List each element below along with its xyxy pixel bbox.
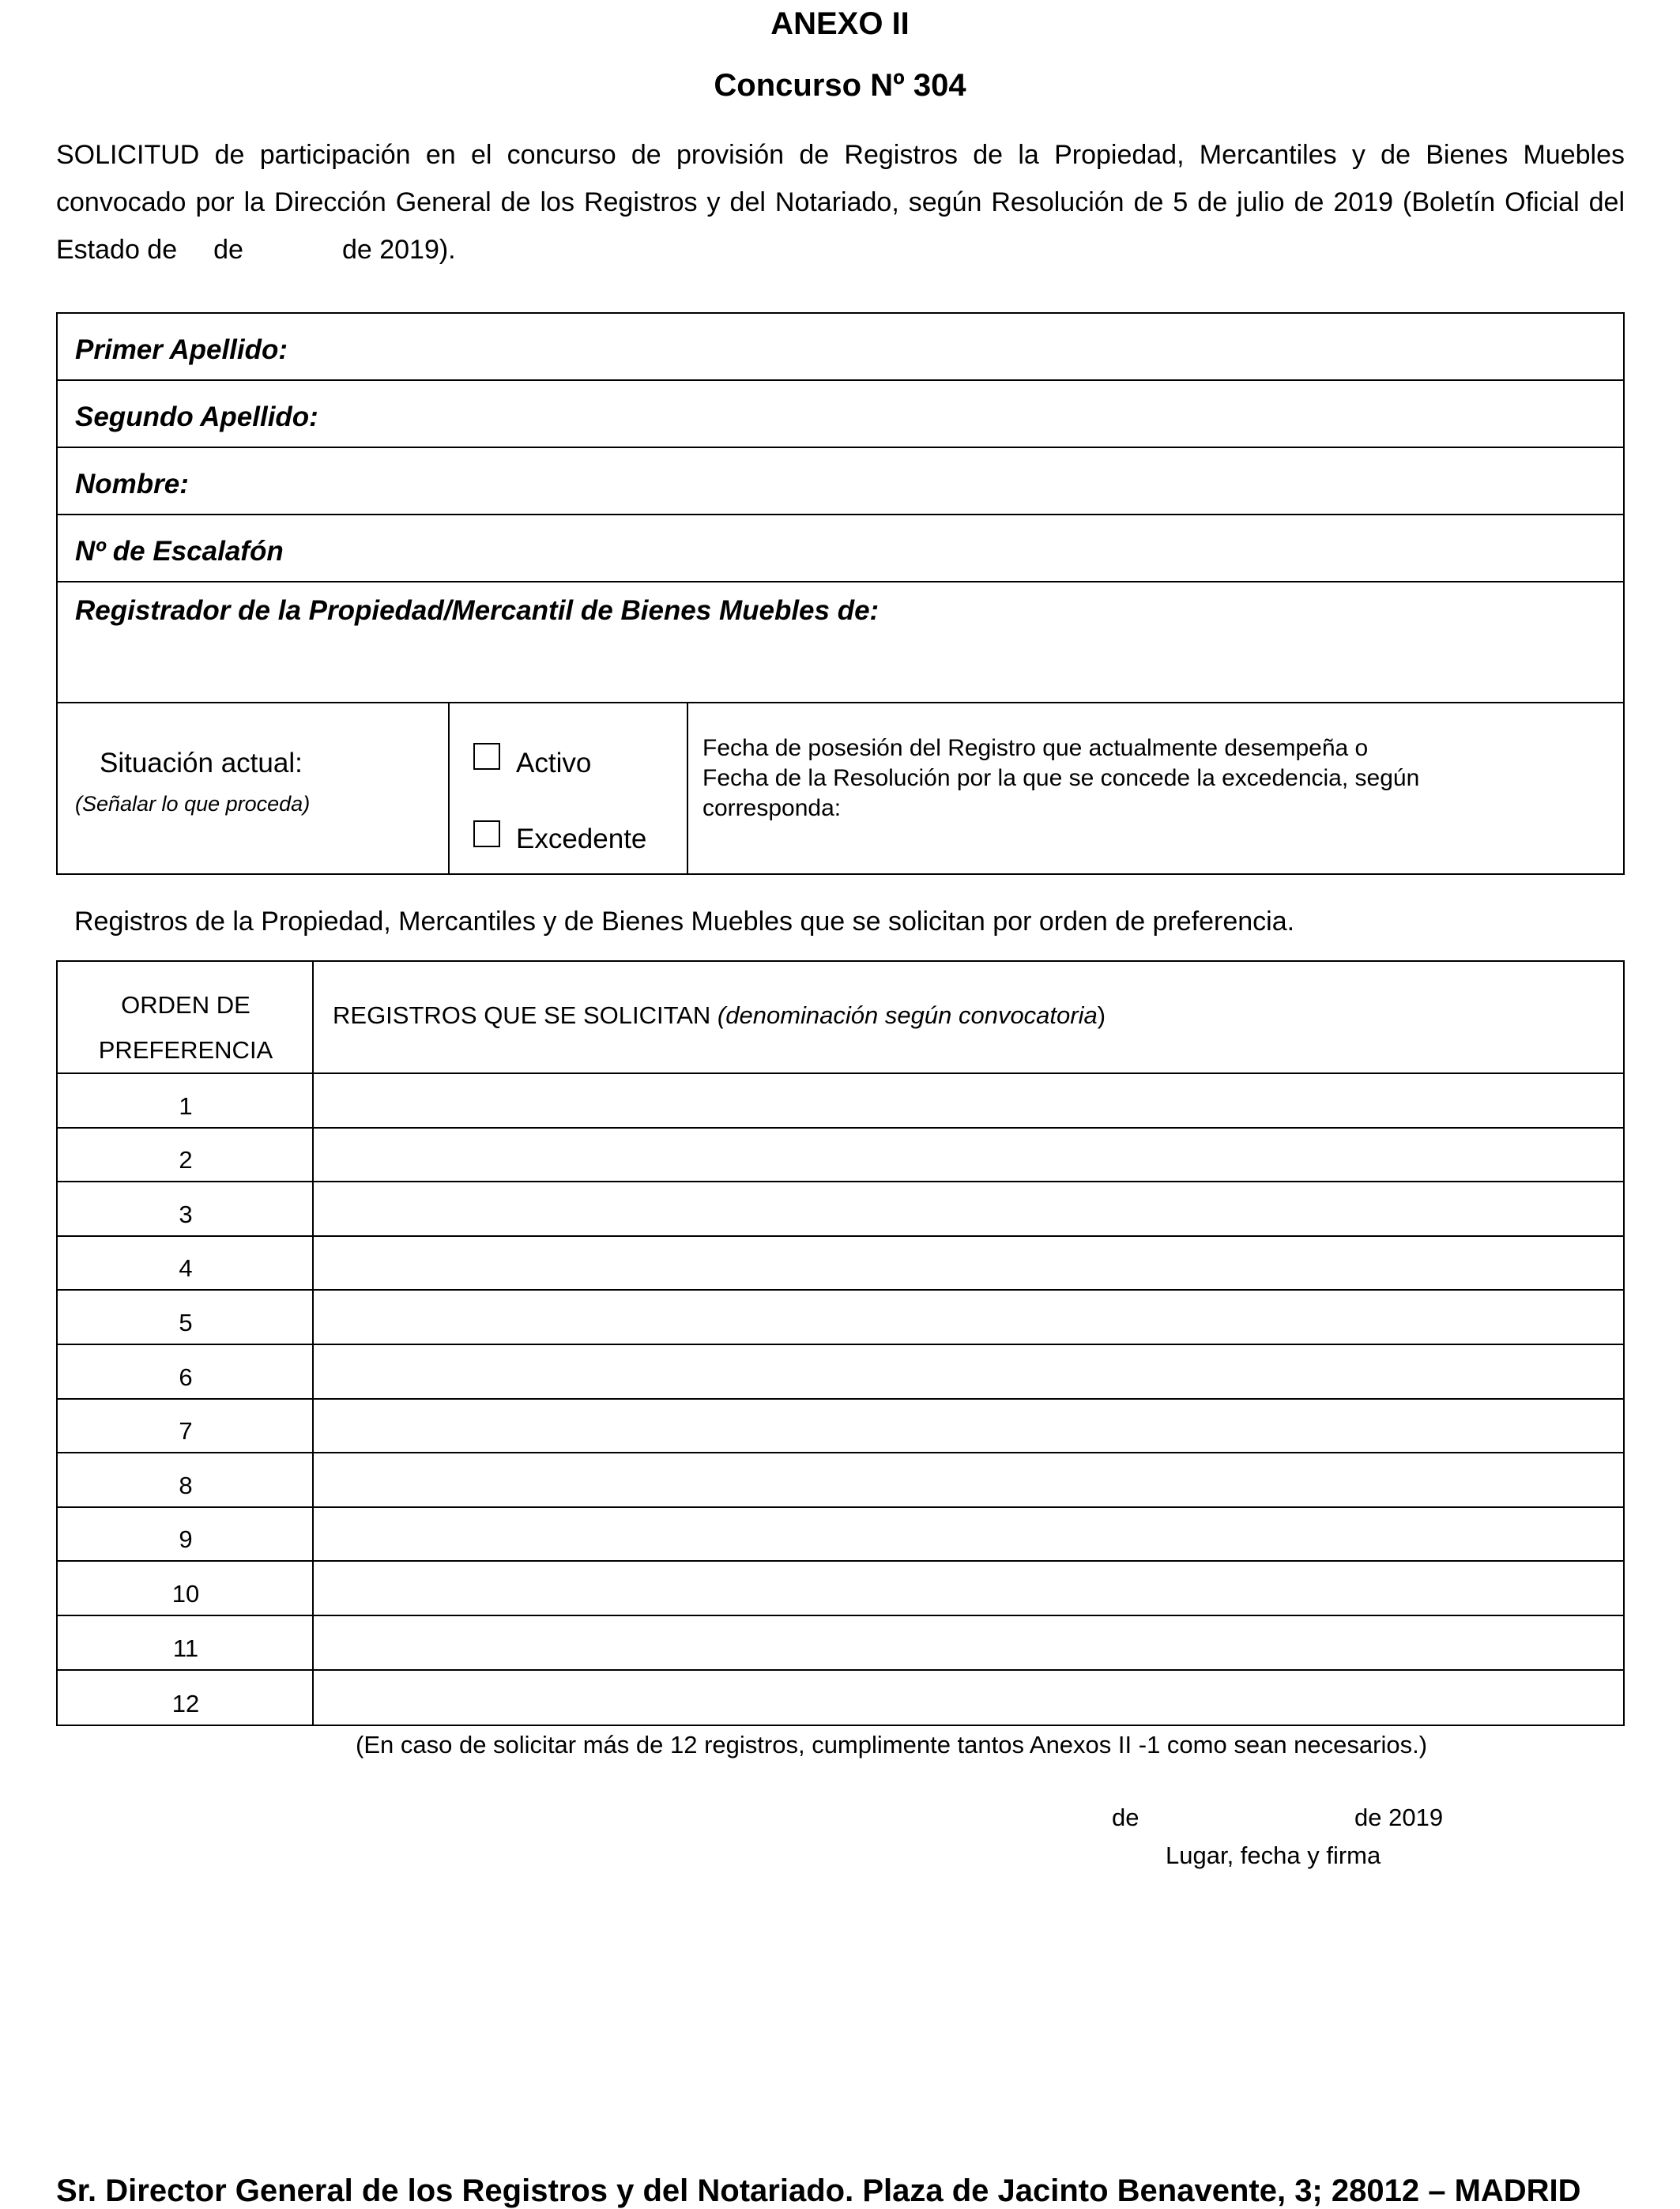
table-row[interactable] [58, 1345, 1623, 1400]
table-row[interactable] [58, 1453, 1623, 1508]
divider [687, 703, 688, 873]
orden-number: 5 [179, 1308, 193, 1336]
orden-number: 11 [172, 1634, 199, 1662]
orden-number: 9 [179, 1525, 193, 1554]
registros-header-text: REGISTROS QUE SE SOLICITAN [333, 1001, 711, 1029]
intro-end: de 2019). [341, 235, 456, 265]
orden-number: 12 [171, 1690, 200, 1718]
orden-header [58, 982, 314, 1072]
table-row[interactable] [58, 1671, 1623, 1725]
footer-addressee: Sr. Director General de los Registros y del Notariado. Plaza de Jacinto Benavente, 3; 28012 – MADRID [56, 2173, 1581, 2208]
intro-text: SOLICITUD de participación en el concurso de provisión de Registros de la Propiedad, Mercantiles y de Bienes Muebles convocado por la Dirección General de los Registros y del Notariado, según Resolución de 5 de julio de 2019 (Boletín Oficial del Estado de [56, 140, 1625, 265]
registros-table [56, 960, 1625, 1726]
table-row[interactable] [58, 1400, 1623, 1454]
registrador-field[interactable] [58, 582, 1623, 703]
orden-number: 2 [179, 1146, 193, 1174]
divider [448, 703, 450, 873]
table-row[interactable] [58, 1508, 1623, 1563]
orden-number: 6 [179, 1363, 193, 1391]
registros-header-note: (denominación según convocatoria [717, 1001, 1098, 1029]
orden-number: 7 [179, 1417, 193, 1446]
registros-lead: Registros de la Propiedad, Mercantiles y de Bienes Muebles que se solicitan por orden de preferencia. [74, 907, 1295, 937]
signature-de: de [1112, 1804, 1139, 1831]
activo-checkbox[interactable] [473, 743, 500, 770]
excedente-checkbox[interactable] [473, 820, 500, 847]
signature-caption: Lugar, fecha y firma [1166, 1841, 1381, 1869]
fecha-line: Fecha de posesión del Registro que actualmente desempeña o [703, 735, 1369, 761]
segundo-apellido-field[interactable] [58, 381, 1623, 448]
situacion-label: Situación actual: [100, 748, 303, 778]
situacion-hint: (Señalar lo que proceda) [75, 792, 311, 816]
table-header [58, 962, 1623, 1074]
orden-number: 4 [179, 1254, 193, 1283]
signature-year: de 2019 [1354, 1804, 1444, 1831]
intro-de: de [213, 235, 243, 265]
orden-header-line: ORDEN DE [121, 991, 250, 1019]
contest-title: Concurso Nº 304 [714, 68, 966, 103]
table-row[interactable] [58, 1616, 1623, 1671]
annex-title: ANEXO II [770, 6, 910, 41]
situacion-section [58, 703, 1623, 873]
table-row[interactable] [58, 1074, 1623, 1129]
fecha-line: Fecha de la Resolución por la que se concede la excedencia, según [703, 765, 1420, 791]
registros-header [333, 1001, 1106, 1030]
registrador-label: Registrador de la Propiedad/Mercantil de Bienes Muebles de: [75, 595, 880, 626]
nombre-label: Nombre: [75, 469, 189, 499]
table-row[interactable] [58, 1237, 1623, 1291]
table-row[interactable] [58, 1562, 1623, 1616]
registros-note: (En caso de solicitar más de 12 registros, cumplimente tantos Anexos II -1 como sean necesarios.) [356, 1731, 1428, 1759]
registros-header-close: ) [1097, 1001, 1106, 1029]
primer-apellido-field[interactable] [58, 314, 1623, 381]
fecha-posesion-field[interactable] [703, 733, 1572, 824]
orden-number: 3 [179, 1200, 193, 1228]
escalafon-field[interactable] [58, 515, 1623, 582]
segundo-apellido-label: Segundo Apellido: [75, 401, 318, 432]
orden-number: 10 [171, 1579, 200, 1608]
primer-apellido-label: Primer Apellido: [75, 334, 288, 365]
escalafon-label: Nº de Escalafón [75, 536, 284, 567]
table-row[interactable] [58, 1129, 1623, 1183]
table-body [58, 1074, 1623, 1725]
orden-number: 1 [179, 1091, 193, 1120]
nombre-field[interactable] [58, 448, 1623, 515]
table-row[interactable] [58, 1291, 1623, 1345]
orden-number: 8 [179, 1471, 193, 1499]
fecha-line: corresponda: [703, 795, 842, 821]
personal-data-box [56, 312, 1625, 875]
excedente-label: Excedente [516, 824, 647, 854]
table-row[interactable] [58, 1182, 1623, 1237]
activo-label: Activo [516, 748, 592, 778]
intro-paragraph [56, 131, 1625, 273]
orden-header-line: PREFERENCIA [98, 1036, 273, 1064]
